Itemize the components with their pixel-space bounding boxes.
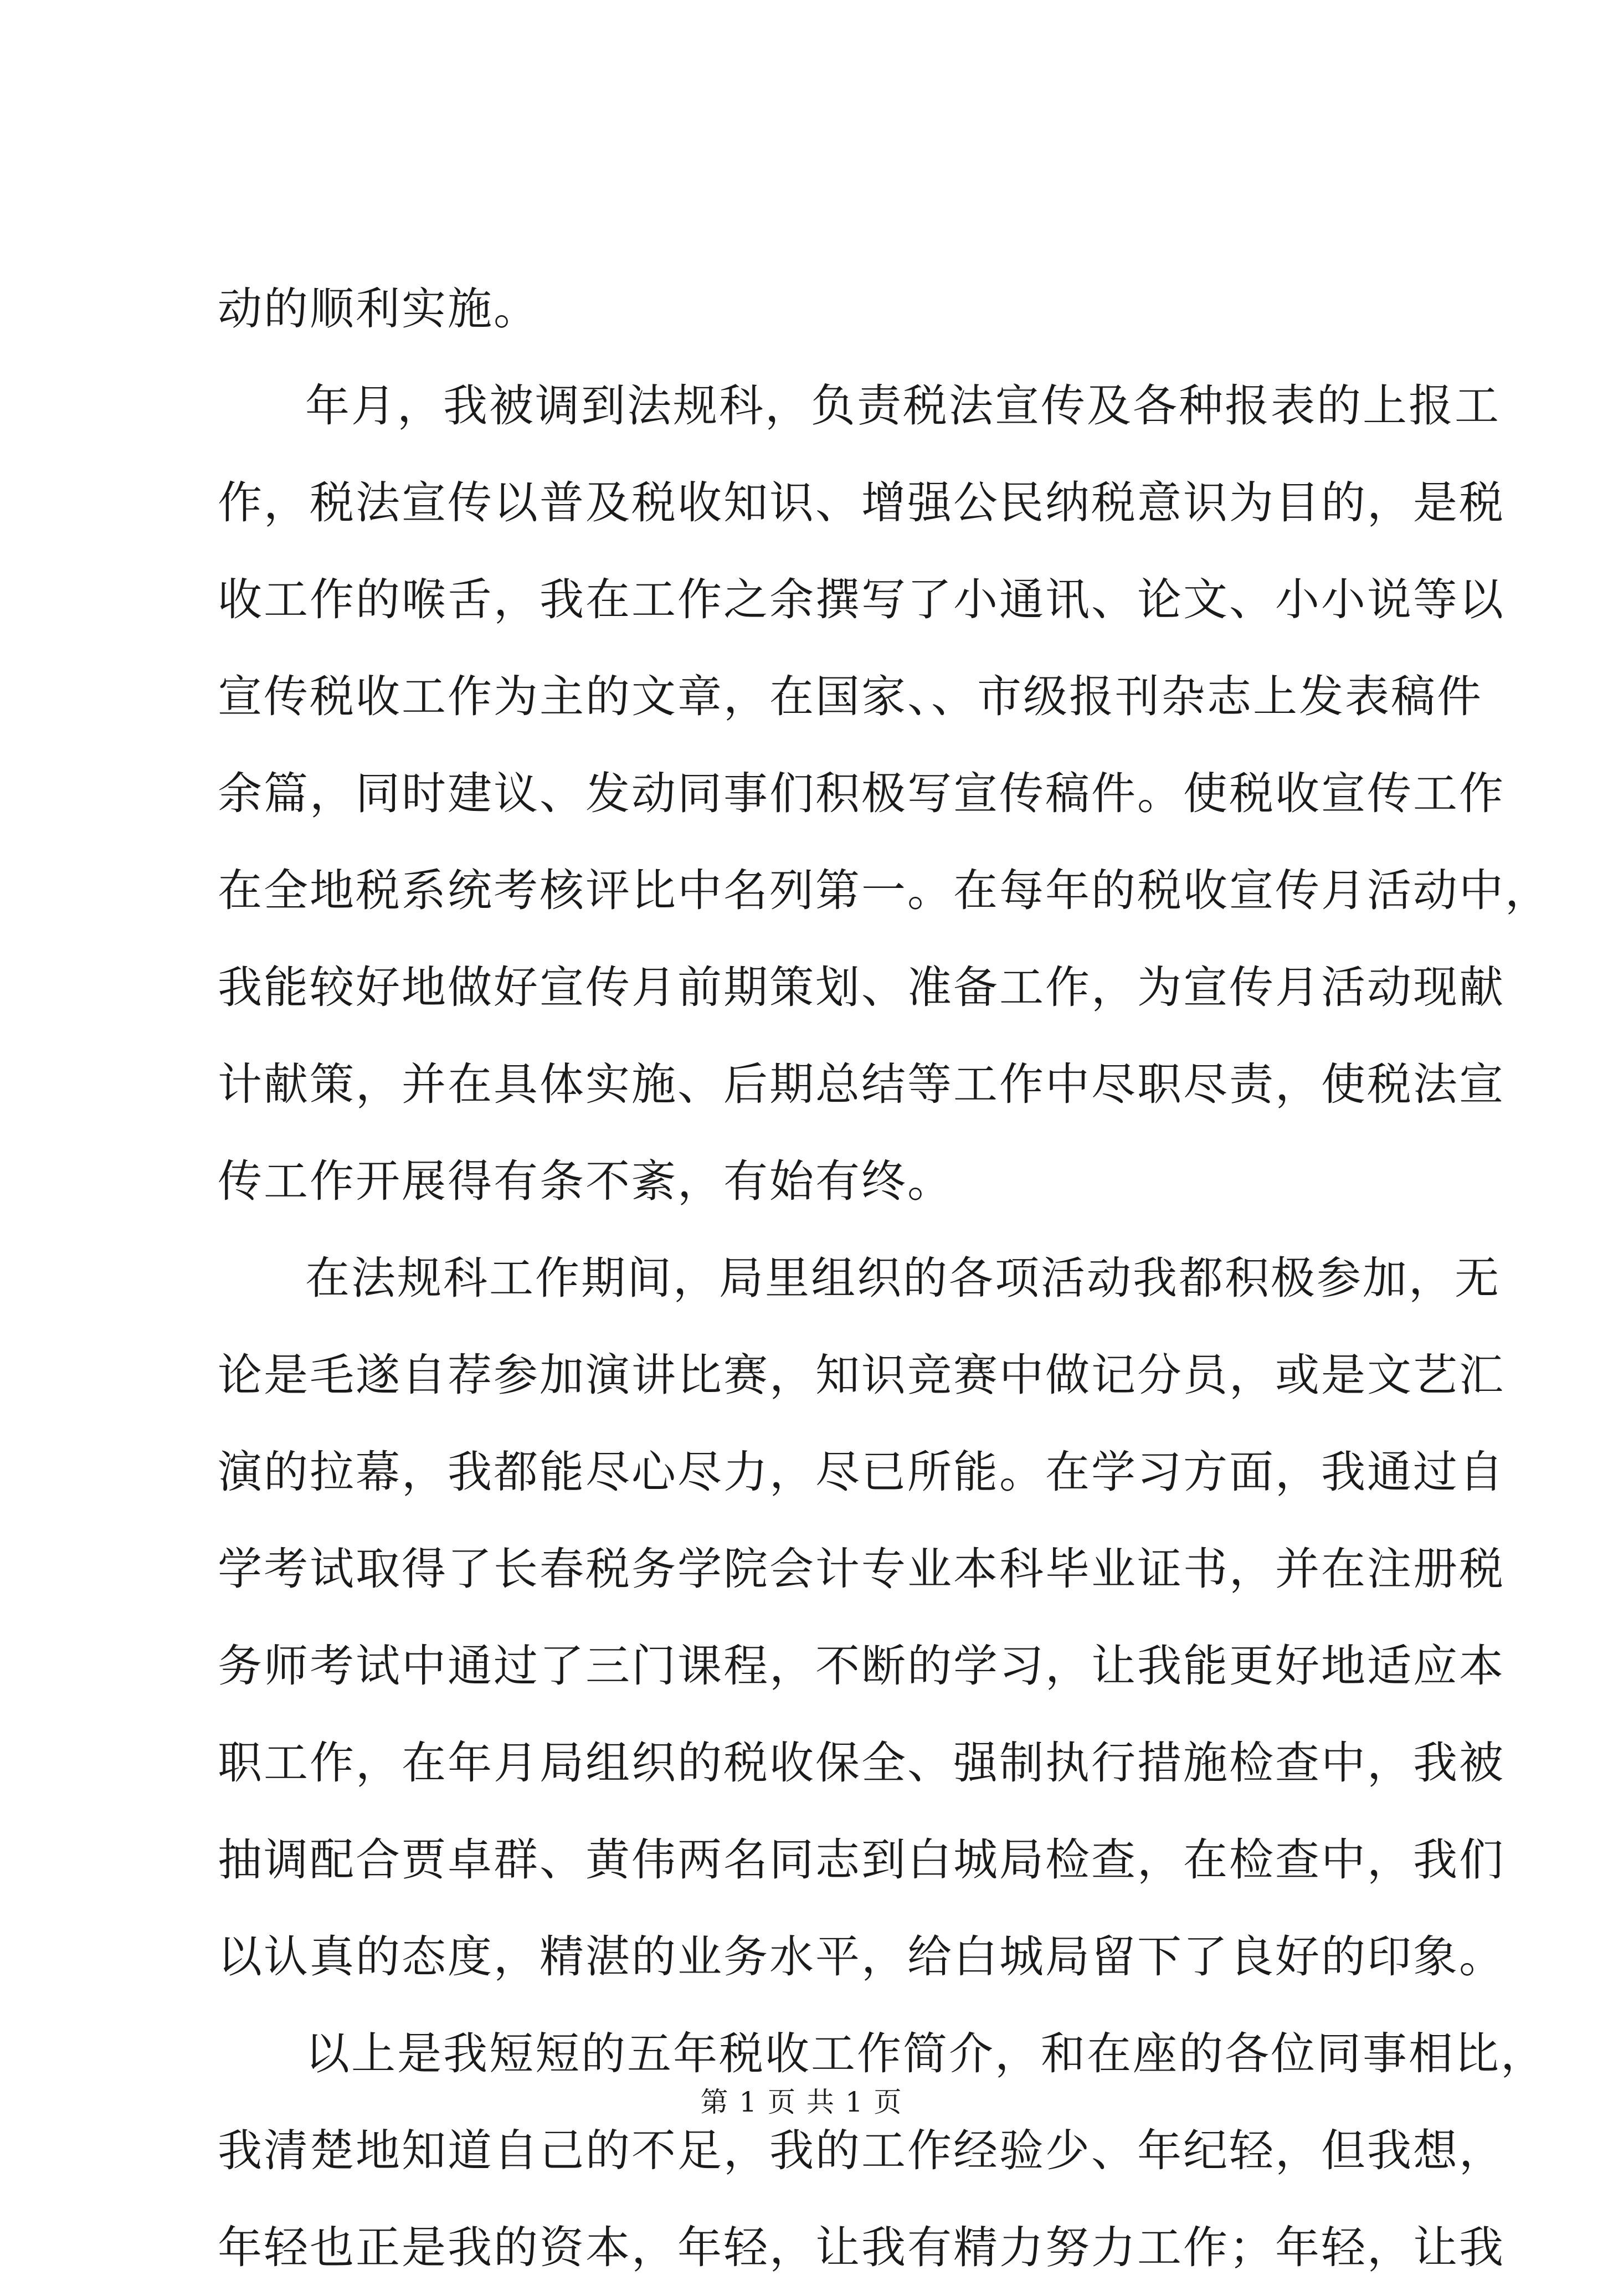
text-line: 年轻也正是我的资本，年轻，让我有精力努力工作；年轻，让我 — [218, 2222, 1505, 2273]
text-line: 务师考试中通过了三门课程，不断的学习，让我能更好地适应本 — [218, 1640, 1505, 1692]
text-line: 以认真的态度，精湛的业务水平，给白城局留下了良好的印象。 — [218, 1931, 1505, 1982]
text-line: 收工作的喉舌，我在工作之余撰写了小通讯、论文、小小说等以 — [218, 574, 1505, 625]
text-line: 在全地税系统考核评比中名列第一。在每年的税收宣传月活动中， — [218, 865, 1551, 916]
text-line: 我能较好地做好宣传月前期策划、准备工作，为宣传月活动现献 — [218, 962, 1505, 1013]
text-line: 我清楚地知道自己的不足，我的工作经验少、年纪轻，但我想， — [218, 2125, 1505, 2176]
text-line: 动的顺利实施。 — [218, 283, 540, 335]
text-line: 计献策，并在具体实施、后期总结等工作中尽职尽责，使税法宣 — [218, 1059, 1505, 1110]
page-footer — [0, 2083, 1603, 2122]
text-line: 演的拉幕，我都能尽心尽力，尽已所能。在学习方面，我通过自 — [218, 1446, 1505, 1498]
text-line: 余篇，同时建议、发动同事们积极写宣传稿件。使税收宣传工作 — [218, 768, 1505, 819]
body-text — [218, 260, 1551, 2296]
text-line: 年月，我被调到法规科，负责税法宣传及各种报表的上报工 — [305, 380, 1501, 432]
text-line: 作，税法宣传以普及税收知识、增强公民纳税意识为目的，是税 — [218, 477, 1505, 528]
text-line: 抽调配合贾卓群、黄伟两名同志到白城局检查，在检查中，我们 — [218, 1834, 1505, 1886]
text-line: 职工作，在年月局组织的税收保全、强制执行措施检查中，我被 — [218, 1737, 1505, 1789]
text-line: 论是毛遂自荐参加演讲比赛，知识竞赛中做记分员，或是文艺汇 — [218, 1349, 1505, 1401]
text-line: 宣传税收工作为主的文章，在国家、、市级报刊杂志上发表稿件 — [218, 671, 1483, 722]
text-line: 传工作开展得有条不紊，有始有终。 — [218, 1155, 953, 1207]
text-line: 在法规科工作期间，局里组织的各项活动我都积极参加，无 — [305, 1252, 1501, 1304]
text-line: 以上是我短短的五年税收工作简介，和在座的各位同事相比， — [305, 2028, 1547, 2079]
text-line: 学考试取得了长春税务学院会计专业本科毕业证书，并在注册税 — [218, 1543, 1505, 1595]
page-number: 第 1 页 共 1 页 — [700, 2086, 903, 2118]
